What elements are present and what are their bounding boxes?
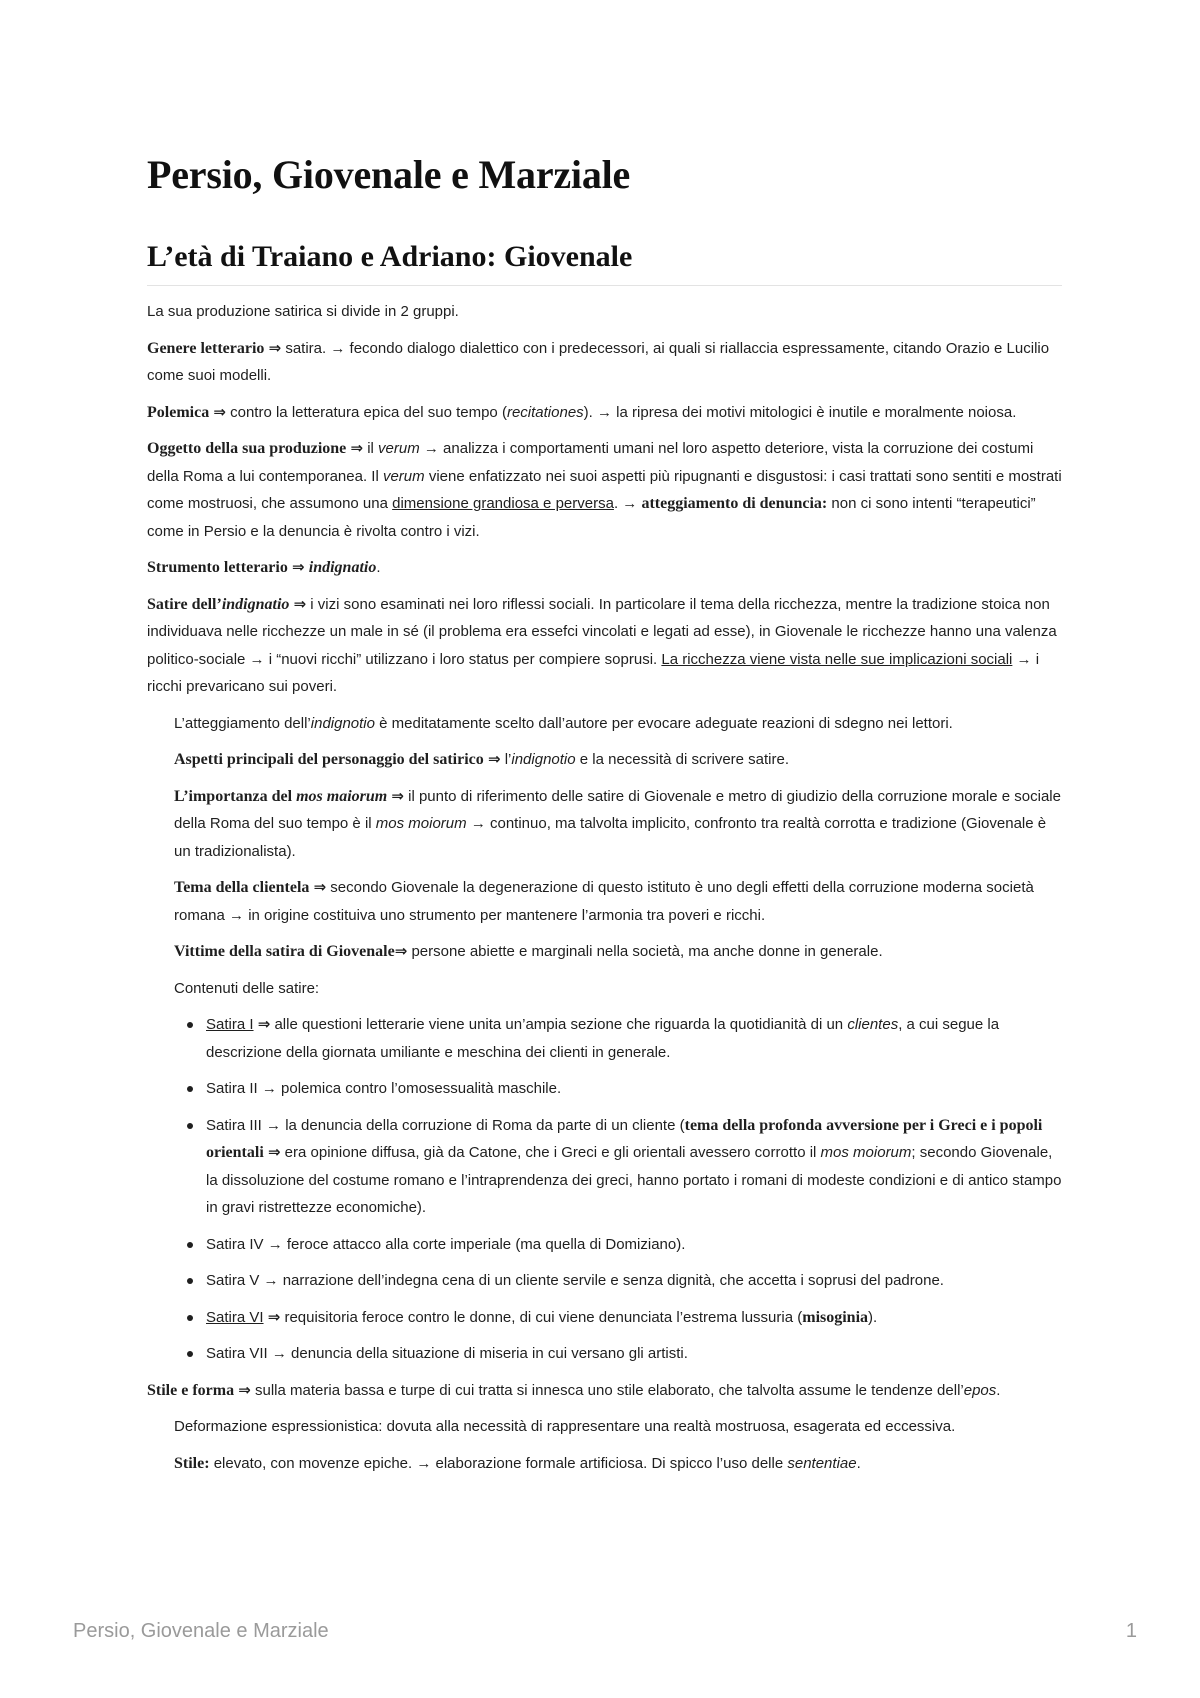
satire-list — [174, 1011, 1062, 1368]
double-arrow-icon: ⇒ — [487, 751, 501, 768]
list-item: Satira III → la denuncia della corruzione di Roma da parte di un cliente (tema della profonda avversione per i Greci e i popoli orientali ⇒ era opinione diffusa, già da Catone, che i Greci e gli orientali avessero corrotto il mos moiorum; secondo Giovenale, la dissoluzione del costume romano e l’intraprendenza dei greci, hanno portato i romani di modeste condizioni e di antico stampo in gravi ristrettezze economiche). — [206, 1112, 1062, 1222]
arrow-icon: → — [416, 1454, 432, 1472]
arrow-icon: → — [1016, 650, 1032, 668]
list-item: Satira IV → feroce attacco alla corte imperiale (ma quella di Domiziano). — [206, 1231, 1062, 1259]
double-arrow-icon: ⇒ — [213, 403, 226, 421]
term: Satire dell’ — [147, 595, 222, 613]
term: Vittime della satira di Giovenale — [174, 943, 395, 960]
document-body — [147, 298, 1062, 1486]
double-arrow-icon: ⇒ — [292, 559, 305, 576]
page-title: Persio, Giovenale e Marziale — [147, 152, 631, 197]
list-item: Satira VII → denuncia della situazione di miseria in cui versano gli artisti. — [206, 1340, 1062, 1368]
term: Strumento letterario — [147, 559, 288, 576]
paragraph-aspetti: Aspetti principali del personaggio del satirico ⇒ l’indignotio e la necessità di scrivere satire. — [174, 751, 790, 768]
term: Aspetti principali del personaggio del satirico — [174, 751, 484, 768]
paragraph-satire-indignatio: Satire dell’indignatio ⇒ i vizi sono esaminati nei loro riflessi sociali. In particolare il tema della ricchezza, mentre la tradizione stoica non individuava nelle ricchezze un male in sé (il problema era essefci vincolati e legati ad esse), in Giovenale le ricchezze hanno una valenza politico-sociale → i “nuovi ricchi” utilizzano i loro status per compiere soprusi. La ricchezza viene vista nelle sue implicazioni sociali → i ricchi prevaricano sui poveri. — [147, 595, 1057, 695]
double-arrow-icon: ⇒ — [313, 879, 327, 896]
double-arrow-icon: ⇒ — [391, 787, 404, 805]
arrow-icon: → — [330, 339, 346, 357]
paragraph-strumento: Strumento letterario ⇒ indignatio. — [147, 559, 381, 576]
paragraph-vittime: Vittime della satira di Giovenale⇒ persone abiette e marginali nella società, ma anche donne in generale. — [174, 943, 883, 960]
paragraph-stile: Stile: elevato, con movenze epiche. → elaborazione formale artificiosa. Di spicco l’uso delle sententiae. — [174, 1454, 861, 1472]
term: Tema della clientela — [174, 879, 310, 896]
arrow-icon: → — [423, 440, 439, 457]
double-arrow-icon: ⇒ — [394, 943, 408, 960]
arrow-icon: → — [249, 650, 265, 668]
paragraph-intro: La sua produzione satirica si divide in 2 gruppi. — [147, 303, 459, 320]
double-arrow-icon: ⇒ — [267, 1308, 281, 1326]
section-heading: L’età di Traiano e Adriano: Giovenale — [147, 239, 1062, 286]
paragraph-polemica: Polemica ⇒ contro la letteratura epica del suo tempo (recitationes). → la ripresa dei motivi mitologici è inutile e moralmente noiosa. — [147, 403, 1017, 421]
list-item: Satira II → polemica contro l’omosessualità maschile. — [206, 1075, 1062, 1103]
paragraph-mos-maiorum: L’importanza del mos maiorum ⇒ il punto di riferimento delle satire di Giovenale e metro di giudizio della corruzione morale e sociale della Roma del suo tempo è il mos moiorum → continuo, ma talvolta implicito, confronto tra realtà corrotta e tradizione (Giovenale è un tradizionalista). — [174, 787, 1061, 860]
page-footer — [73, 1620, 1137, 1643]
term: L’importanza del — [174, 787, 297, 805]
arrow-icon: → — [470, 815, 486, 832]
arrow-icon: → — [597, 403, 613, 421]
double-arrow-icon: ⇒ — [293, 595, 307, 613]
arrow-icon: → — [263, 1272, 279, 1289]
arrow-icon: → — [622, 495, 638, 512]
list-item: Satira VI ⇒ requisitoria feroce contro le donne, di cui viene denunciata l’estrema lussuria (misoginia). — [206, 1304, 1062, 1332]
paragraph-genere: Genere letterario ⇒ satira. → fecondo dialogo dialettico con i predecessori, ai quali si riallaccia espressamente, citando Orazio e Lucilio come suoi modelli. — [147, 339, 1050, 384]
double-arrow-icon: ⇒ — [267, 1144, 281, 1161]
arrow-icon: → — [271, 1345, 287, 1362]
double-arrow-icon: ⇒ — [350, 440, 364, 457]
paragraph-clientela: Tema della clientela ⇒ secondo Giovenale la degenerazione di questo istituto è uno degli effetti della corruzione moderna società romana → in origine costituiva uno strumento per mantenere l’armonia tra poveri e ricchi. — [174, 879, 1034, 924]
arrow-icon: → — [266, 1116, 282, 1134]
paragraph-stile-forma: Stile e forma ⇒ sulla materia bassa e turpe di cui tratta si innesca uno stile elaborato, che talvolta assume le tendenze dell’epos. — [147, 1381, 1001, 1399]
page-number: 1 — [1125, 1620, 1137, 1642]
double-arrow-icon: ⇒ — [268, 339, 282, 357]
list-item: Satira V → narrazione dell’indegna cena di un cliente servile e senza dignità, che accetta i soprusi del padrone. — [206, 1267, 1062, 1295]
footer-title: Persio, Giovenale e Marziale — [73, 1620, 329, 1642]
list-item: Satira I ⇒ alle questioni letterarie viene unita un’ampia sezione che riguarda la quotidianità di un clientes, a cui segue la descrizione della giornata umiliante e meschina dei clienti in generale. — [206, 1011, 1062, 1066]
paragraph-deformazione: Deformazione espressionistica: dovuta alla necessità di rappresentare una realtà mostruosa, esagerata ed eccessiva. — [174, 1418, 956, 1435]
term: Genere letterario — [147, 339, 265, 357]
term: Polemica — [147, 403, 210, 421]
double-arrow-icon: ⇒ — [257, 1016, 271, 1033]
paragraph-atteggiamento: L’atteggiamento dell’indignotio è meditatamente scelto dall’autore per evocare adeguate reazioni di sdegno nei lettori. — [174, 714, 953, 732]
paragraph-oggetto: Oggetto della sua produzione ⇒ il verum → analizza i comportamenti umani nel loro aspetto deteriore, vista la corruzione dei costumi della Roma a lui contemporanea. Il verum viene enfatizzato nei suoi aspetti più ripugnanti e disgustosi: i casi trattati sono sentiti e mostrati come mostruosi, che assumono una dimensione grandiosa e perversa. → atteggiamento di denuncia: non ci sono intenti “terapeutici” come in Persio e la denuncia è rivolta contro i vizi. — [147, 440, 1062, 540]
term: Stile e forma — [147, 1381, 235, 1399]
arrow-icon: → — [261, 1080, 277, 1097]
arrow-icon: → — [229, 906, 245, 924]
arrow-icon: → — [267, 1235, 283, 1253]
paragraph-contenuti: Contenuti delle satire: — [174, 979, 320, 997]
double-arrow-icon: ⇒ — [238, 1381, 251, 1399]
term: Oggetto della sua produzione — [147, 440, 347, 457]
term: Stile: — [174, 1454, 210, 1472]
